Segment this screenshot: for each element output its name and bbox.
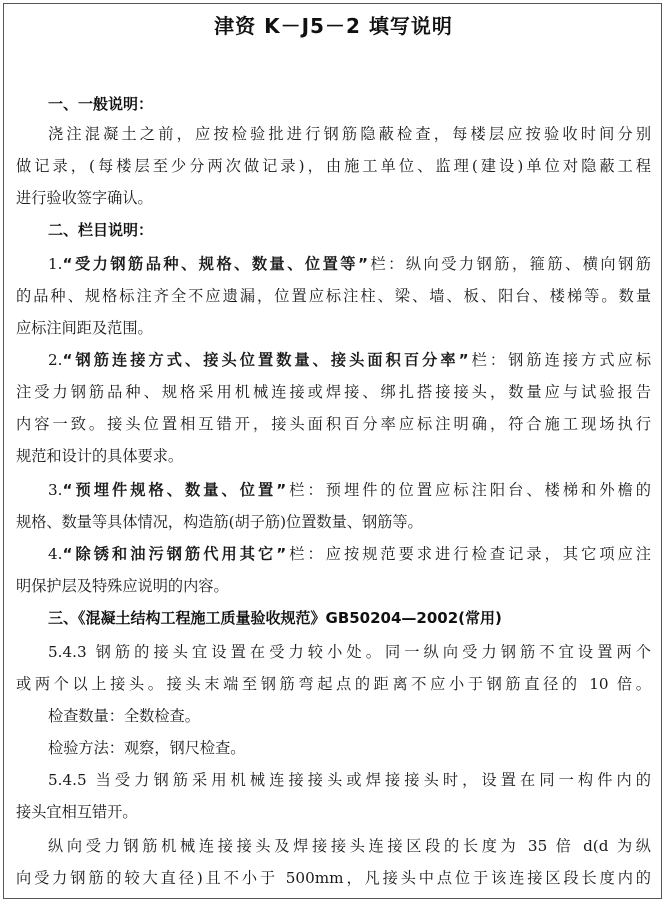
item-1-number: 1. [48, 255, 63, 273]
para-tail-line-2: 向受力钢筋的较大直径)且不小于 500mm，凡接头中点位于该连接区段长度内的 [16, 869, 651, 887]
item-2-field-name: “钢筋连接方式、接头位置数量、接头面积百分率” [62, 351, 469, 369]
clause-543-line-2: 或两个以上接头。接头末端至钢筋弯起点的距离不应小于钢筋直径的 10 倍。 [16, 675, 651, 693]
clause-543-line-1: 5.4.3 钢筋的接头宜设置在受力较小处。同一纵向受力钢筋不宜设置两个 [48, 643, 651, 661]
para-tail-line-1: 纵向受力钢筋机械连接接头及焊接接头连接区段的长度为 35 倍 d(d 为纵 [48, 837, 651, 855]
item-3-lead-text: 栏：预埋件的位置应标注阳台、楼梯和外檐的 [286, 481, 651, 499]
item-3-lead [4, 479, 663, 500]
item-1-field-name: “受力钢筋品种、规格、数量、位置等” [62, 255, 368, 273]
item-2-lead [4, 349, 663, 370]
page-title: 津资 K－J5－2 填写说明 [214, 14, 453, 38]
check-method: 检验方法：观察，钢尺检查。 [48, 739, 246, 757]
item-2-line-4: 规范和设计的具体要求。 [16, 447, 184, 465]
section-3-heading: 三、《混凝土结构工程施工质量验收规范》GB50204—2002(常用) [48, 609, 502, 627]
section-2-heading: 二、栏目说明： [48, 221, 154, 239]
item-4-lead [4, 543, 663, 564]
clause-545-line-1: 5.4.5 当受力钢筋采用机械连接接头或焊接接头时，设置在同一构件内的 [48, 771, 651, 789]
item-2-lead-text: 栏：钢筋连接方式应标 [468, 351, 652, 369]
item-1-lead [4, 253, 663, 274]
section-1-line-3: 进行验收签字确认。 [16, 189, 153, 207]
item-1-line-3: 应标注间距及范围。 [16, 319, 153, 337]
item-4-line-2: 明保护层及特殊应说明的内容。 [16, 577, 229, 595]
item-3-number: 3. [48, 481, 63, 499]
section-1-line-1: 浇注混凝土之前，应按检验批进行钢筋隐蔽检查，每楼层应按验收时间分别 [48, 125, 651, 143]
section-1-line-2: 做记录，(每楼层至少分两次做记录)，由施工单位、监理(建设)单位对隐蔽工程 [16, 157, 651, 175]
item-1-lead-text: 栏：纵向受力钢筋，箍筋、横向钢筋 [367, 255, 651, 273]
item-3-line-2: 规格、数量等具体情况，构造筋(胡子筋)位置数量、钢筋等。 [16, 513, 423, 531]
item-4-number: 4. [48, 545, 63, 563]
item-1-line-2: 的品种、规格标注齐全不应遗漏，位置应标注柱、梁、墙、板、阳台、楼梯等。数量 [16, 287, 651, 305]
item-4-field-name: “除锈和油污钢筋代用其它” [62, 545, 287, 563]
clause-545-line-2: 接头宜相互错开。 [16, 803, 138, 821]
item-2-line-3: 内容一致。接头位置相互错开，接头面积百分率应标注明确，符合施工现场执行 [16, 415, 651, 433]
item-4-lead-text: 栏：应按规范要求进行检查记录，其它项应注 [286, 545, 651, 563]
item-2-line-2: 注受力钢筋品种、规格采用机械连接或焊接、绑扎搭接接头，数量应与试验报告 [16, 383, 651, 401]
document-page [3, 3, 662, 899]
section-1-heading: 一、一般说明： [48, 95, 154, 113]
item-3-field-name: “预埋件规格、数量、位置” [62, 481, 287, 499]
item-2-number: 2. [48, 351, 63, 369]
check-quantity: 检查数量：全数检查。 [48, 707, 200, 725]
